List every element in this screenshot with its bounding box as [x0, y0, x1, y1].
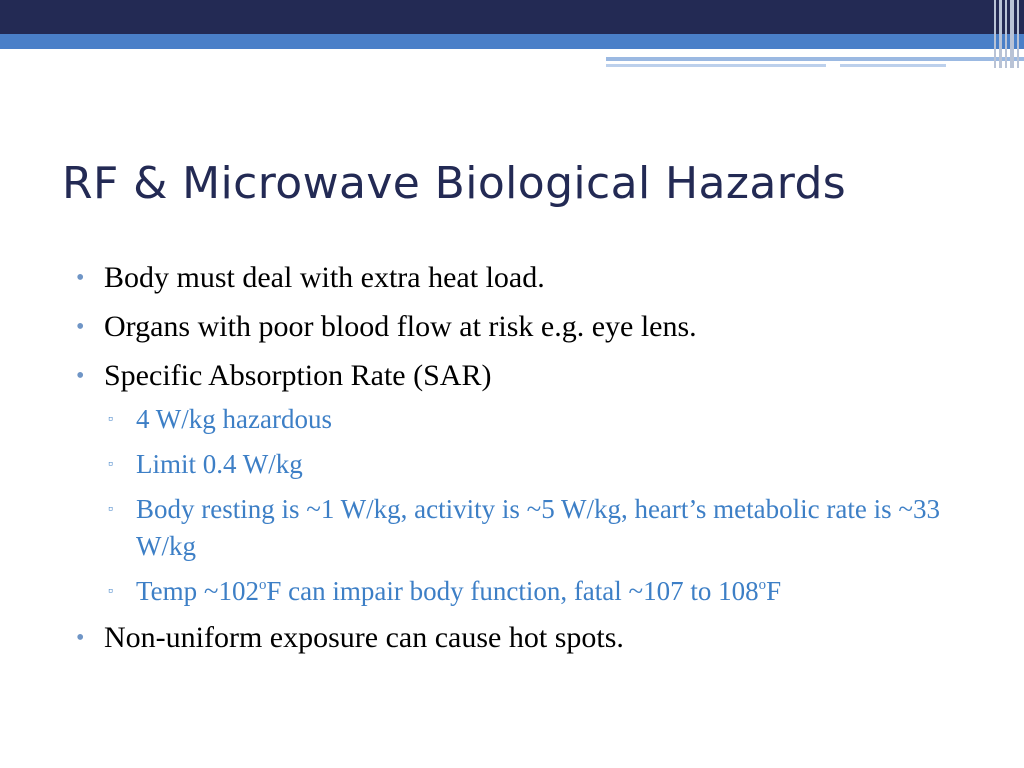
bullet-dot-icon: • — [76, 314, 85, 340]
sub-bullet-item — [106, 446, 956, 483]
sub-bullet-text: Body resting is ~1 W/kg, activity is ~5 W/kg, heart’s metabolic rate is ~33 W/kg — [136, 494, 940, 561]
sub-bullet-text: 4 W/kg hazardous — [136, 404, 332, 434]
bullet-text: Specific Absorption Rate (SAR) — [104, 359, 492, 392]
sub-bullet-list — [76, 401, 956, 610]
bullet-list — [76, 258, 956, 667]
header-blue-bar — [0, 34, 1024, 49]
sub-bullet-item — [106, 401, 956, 438]
sub-bullet-item — [106, 491, 956, 565]
bullet-dot-icon: • — [76, 363, 85, 389]
bullet-dot-icon: • — [76, 625, 85, 651]
sub-bullet-text: Limit 0.4 W/kg — [136, 449, 303, 479]
square-bullet-icon: ▫ — [108, 412, 113, 427]
bullet-text: Body must deal with extra heat load. — [104, 261, 545, 294]
square-bullet-icon: ▫ — [108, 584, 113, 599]
degree-superscript: o — [258, 576, 267, 593]
bullet-item — [76, 307, 956, 347]
header-accent-stripe — [840, 64, 946, 67]
bullet-text: Non-uniform exposure can cause hot spots. — [104, 621, 624, 654]
bullet-dot-icon: • — [76, 265, 85, 291]
bullet-item — [76, 356, 956, 396]
square-bullet-icon: ▫ — [108, 457, 113, 472]
header-accent-stripe — [606, 64, 826, 67]
sub-bullet-item — [106, 573, 956, 610]
slide-title: RF & Microwave Biological Hazards — [62, 158, 847, 209]
header-dark-bar — [0, 0, 1024, 34]
header-accent-stripe — [606, 57, 1024, 61]
bullet-item — [76, 618, 956, 658]
bullet-text: Organs with poor blood flow at risk e.g. eye lens. — [104, 310, 697, 343]
square-bullet-icon: ▫ — [108, 502, 113, 517]
header-vertical-lines — [992, 0, 1024, 68]
degree-superscript: o — [758, 576, 767, 593]
sub-bullet-text: Temp ~102$^o$F can impair body function, fatal ~107 to 108$^o$F — [136, 576, 782, 606]
bullet-item — [76, 258, 956, 298]
